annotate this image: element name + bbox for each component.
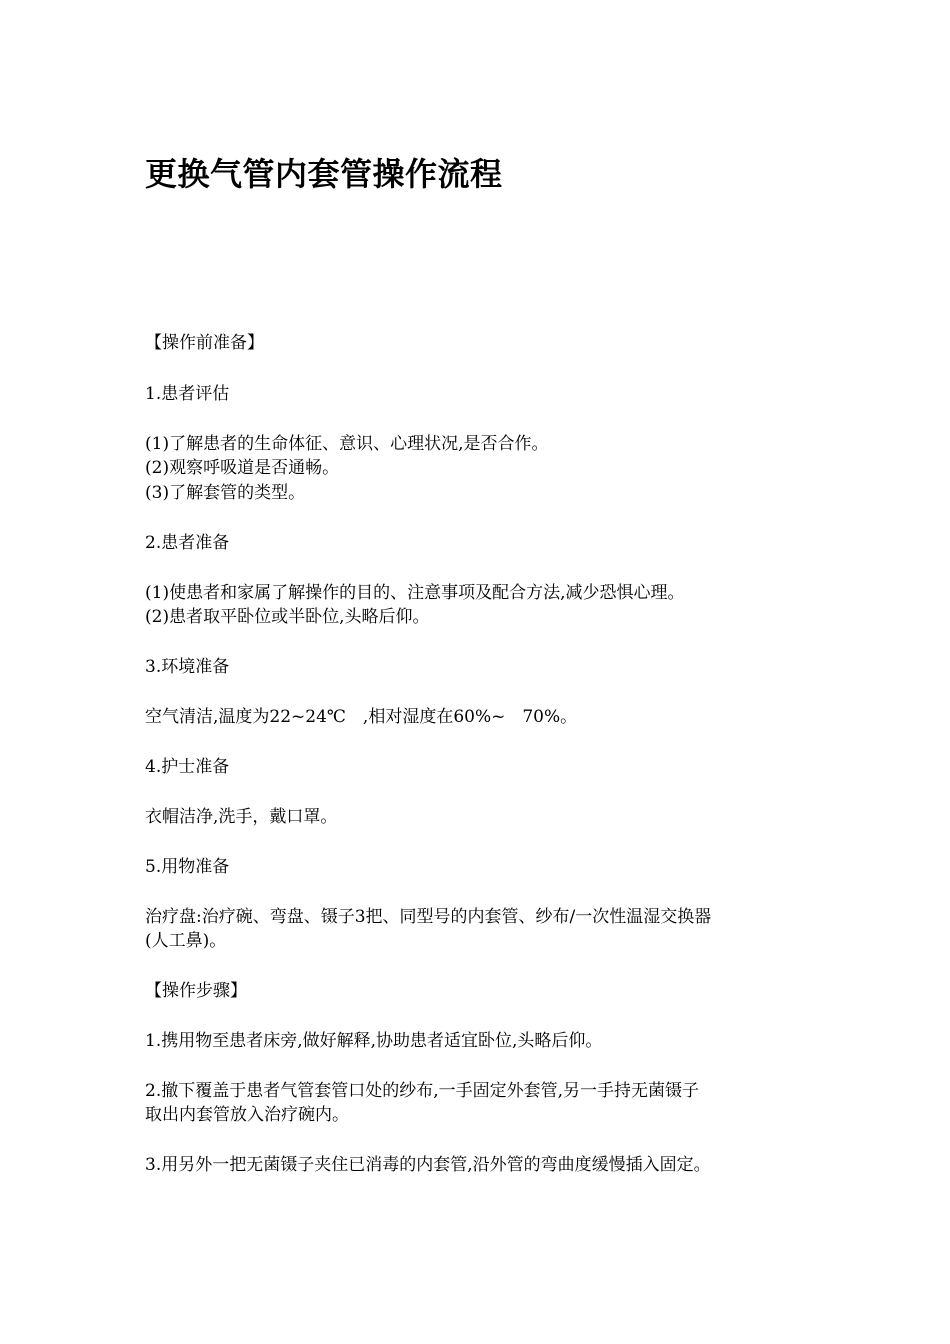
section-heading-preparation: 【操作前准备】 (145, 333, 264, 353)
supplies-text-line-2: (人工鼻)。 (145, 931, 227, 951)
step-2-line-2: 取出内套管放入治疗碗内。 (145, 1105, 349, 1125)
step-2-line-1: 2.撤下覆盖于患者气管套管口处的纱布,一手固定外套管,另一手持无菌镊子 (145, 1081, 700, 1101)
subheading-patient-preparation: 2.患者准备 (145, 533, 230, 553)
nurse-text: 衣帽洁净,洗手，戴口罩。 (145, 807, 338, 827)
assessment-item-3: (3)了解套管的类型。 (145, 483, 306, 503)
step-3: 3.用另外一把无菌镊子夹住已消毒的内套管,沿外管的弯曲度缓慢插入固定。 (145, 1155, 711, 1175)
patient-prep-item-2: (2)患者取平卧位或半卧位,头略后仰。 (145, 607, 430, 627)
assessment-item-2: (2)观察呼吸道是否通畅。 (145, 458, 340, 478)
supplies-text-line-1: 治疗盘:治疗碗、弯盘、镊子3把、同型号的内套管、纱布/一次性温湿交换器 (145, 907, 712, 927)
subheading-supplies-preparation: 5.用物准备 (145, 857, 230, 877)
document-title: 更换气管内套管操作流程 (145, 155, 503, 193)
subheading-nurse-preparation: 4.护士准备 (145, 757, 230, 777)
subheading-patient-assessment: 1.患者评估 (145, 384, 230, 404)
environment-text: 空气清洁,温度为22~24℃ ,相对湿度在60%~ 70%。 (145, 707, 578, 727)
patient-prep-item-1: (1)使患者和家属了解操作的目的、注意事项及配合方法,减少恐惧心理。 (145, 583, 685, 603)
section-heading-steps: 【操作步骤】 (145, 981, 247, 1001)
step-1: 1.携用物至患者床旁,做好解释,协助患者适宜卧位,头略后仰。 (145, 1031, 603, 1051)
assessment-item-1: (1)了解患者的生命体征、意识、心理状况,是否合作。 (145, 434, 549, 454)
subheading-environment-preparation: 3.环境准备 (145, 657, 230, 677)
